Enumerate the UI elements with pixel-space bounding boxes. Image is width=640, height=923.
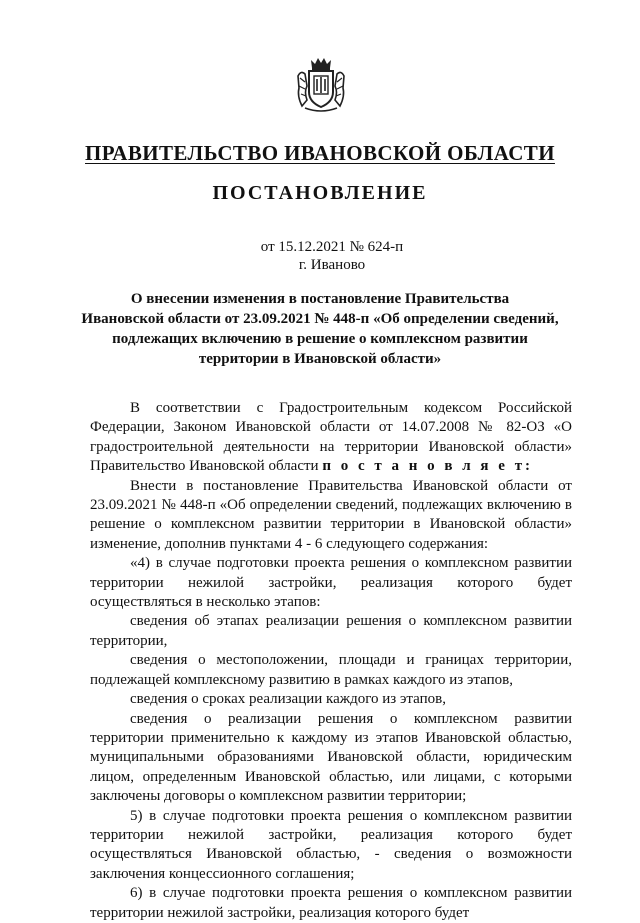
date-number: от 15.12.2021 № 624-п — [260, 239, 404, 255]
government-name: ПРАВИТЕЛЬСТВО ИВАНОВСКОЙ ОБЛАСТИ — [85, 141, 555, 165]
body-paragraph: сведения о местоположении, площади и границах территории, подлежащей комплексному развитию в рамках каждого из этапов, — [90, 652, 572, 688]
subject-line: Ивановской области от 23.09.2021 № 448-п «Об определении сведений, — [81, 311, 559, 327]
body-paragraph: «4) в случае подготовки проекта решения о комплексном развитии территории нежилой застройки, реализация которого будет осуществляться в несколько этапов: — [90, 555, 572, 611]
intro-paragraph — [90, 399, 572, 477]
date-number-block — [257, 238, 407, 274]
intro-text: В соответствии с Градостроительным кодексом Российской Федерации, Законом Ивановской области от 14.07.2008 № 82-ОЗ «О градостроительной деятельности на территории Ивановской области» Правительство Ивановской области — [90, 400, 572, 475]
body-paragraph: сведения о реализации решения о комплексном развитии территории применительно к каждому из этапов Ивановской областью, муниципальными образованиями Ивановской области, юридическим лицом, определенным Ивановской областью, или лицами, с которыми заключены договоры о комплексном развитии территории; — [90, 710, 572, 805]
body-paragraph: сведения об этапах реализации решения о комплексном развитии территории, — [90, 613, 572, 649]
body-paragraph: 5) в случае подготовки проекта решения о комплексном развитии территории нежилой застройки, реализация которого будет осуществляться Ивановской областью, - сведения о возможности заключения концессионного соглашения; — [90, 807, 572, 882]
city: г. Иваново — [298, 257, 366, 273]
document-subject — [70, 289, 570, 369]
subject-line: подлежащих включению в решение о комплексном развитии — [112, 331, 528, 347]
body-paragraph: Внести в постановление Правительства Ивановской области от 23.09.2021 № 448-п «Об определении сведений, подлежащих включению в решение о комплексном развитии территории в Ивановской области» изменение, дополнив пунктами 4 - 6 следующего содержания: — [90, 477, 572, 552]
body-paragraph: сведения о сроках реализации каждого из этапов, — [130, 691, 446, 708]
subject-line: территории в Ивановской области» — [198, 351, 442, 367]
subject-line: О внесении изменения в постановление Правительства — [130, 291, 510, 307]
resolves-word: п о с т а н о в л я е т: — [322, 458, 534, 475]
document-type: ПОСТАНОВЛЕНИЕ — [212, 182, 428, 204]
document-body — [90, 399, 572, 923]
coat-of-arms-icon — [295, 56, 347, 114]
body-paragraph: 6) в случае подготовки проекта решения о комплексном развитии территории нежилой застройки, реализация которого будет — [90, 885, 572, 921]
